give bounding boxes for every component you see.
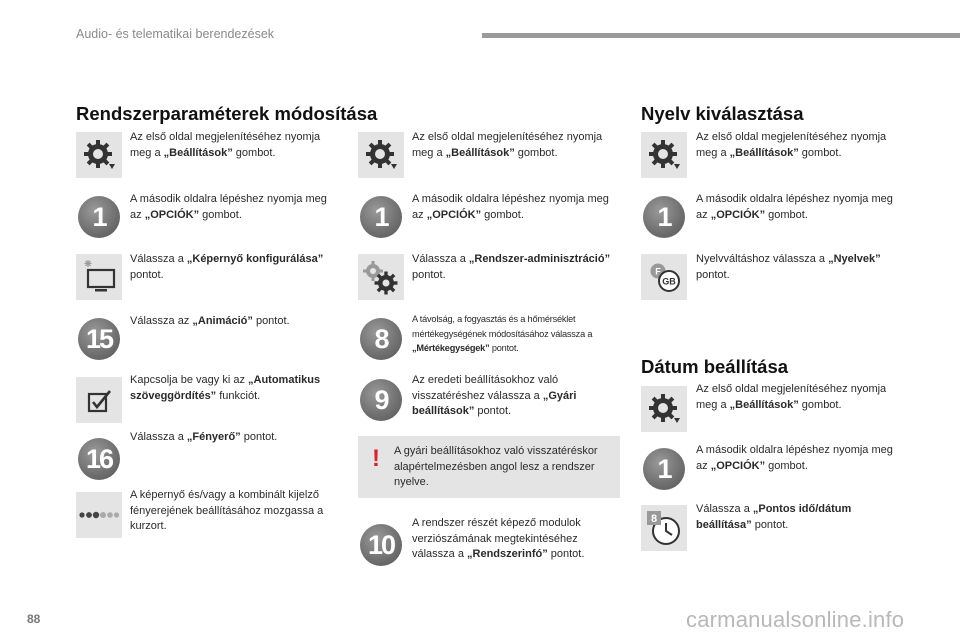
gear-tile xyxy=(358,132,404,178)
step-number: 8 xyxy=(360,318,402,360)
step-text: Az első oldal megjelenítéséhez nyomja meg a „Beállítások” gombot. xyxy=(696,383,887,411)
step-text: Az eredeti beállításokhoz való visszatéréshez válassza a „Gyári beállítások” pontot. xyxy=(412,374,577,417)
gear-tile xyxy=(641,386,687,432)
svg-text:GB: GB xyxy=(662,276,676,287)
language-tile xyxy=(641,254,687,300)
step-text: A távolság, a fogyasztás és a hőmérséklet mértékegységének módosításához válassza a „Mértékegységek” pontot. xyxy=(412,314,593,353)
step-text: Válassza a „Pontos idő/dátum beállítása” pontot. xyxy=(696,503,852,531)
step-text: Az első oldal megjelenítéséhez nyomja meg a „Beállítások” gombot. xyxy=(412,131,603,159)
step-text: Az első oldal megjelenítéséhez nyomja meg a „Beállítások” gombot. xyxy=(696,131,887,159)
step-number: 1 xyxy=(643,196,685,238)
page-number: 88 xyxy=(27,612,41,626)
gear-tile xyxy=(76,132,122,178)
section-title-date: Dátum beállítása xyxy=(641,356,789,377)
step-text: A képernyő és/vagy a kombinált kijelző fényerejének beállításához mozgassa a kurzort. xyxy=(130,489,324,532)
svg-text:F: F xyxy=(655,266,661,277)
clock-tile xyxy=(641,505,687,551)
gear-icon xyxy=(647,138,681,172)
section-title-language: Nyelv kiválasztása xyxy=(641,103,804,124)
step-text: Válassza a „Rendszer-adminisztráció” pontot. xyxy=(412,253,611,281)
header-text: Audio- és telematikai berendezések xyxy=(76,27,275,41)
slider-dots-icon xyxy=(78,508,120,522)
step-text: Az első oldal megjelenítéséhez nyomja meg a „Beállítások” gombot. xyxy=(130,131,321,159)
step-text: Kapcsolja be vagy ki az „Automatikus szöveggördítés” funkciót. xyxy=(130,374,321,402)
clock-icon xyxy=(644,508,684,548)
step-text: A második oldalra lépéshez nyomja meg az „OPCIÓK” gombot. xyxy=(130,193,327,221)
step-text: Válassza a „Képernyő konfigurálása” pontot. xyxy=(130,253,324,281)
section-title-system: Rendszerparaméterek módosítása xyxy=(76,103,378,124)
gear-icon xyxy=(364,138,398,172)
step-text: A második oldalra lépéshez nyomja meg az „OPCIÓK” gombot. xyxy=(696,444,893,472)
step-text: Válassza az „Animáció” pontot. xyxy=(130,315,290,327)
svg-text:8: 8 xyxy=(650,513,658,525)
step-number: 1 xyxy=(78,196,120,238)
step-number: 10 xyxy=(360,524,402,566)
slider-tile xyxy=(76,492,122,538)
step-text: A rendszer részét képező modulok verziószámának megtekintéséhez válassza a „Rendszerinfó” pontot. xyxy=(412,517,585,560)
gear-icon xyxy=(82,138,116,172)
step-number: 15 xyxy=(78,318,120,360)
step-text: Válassza a „Fényerő” pontot. xyxy=(130,431,278,443)
warning-icon: ! xyxy=(372,445,380,472)
step-number: 1 xyxy=(643,448,685,490)
checkbox-tile xyxy=(76,377,122,423)
system-admin-icon xyxy=(361,257,401,297)
warning-box xyxy=(358,436,620,498)
warning-text: A gyári beállításokhoz való visszatéréskor alapértelmezésben angol lesz a rendszer nyelve. xyxy=(394,445,598,488)
step-text: A második oldalra lépéshez nyomja meg az „OPCIÓK” gombot. xyxy=(696,193,893,221)
watermark: carmanualsonline.info xyxy=(686,607,905,632)
display-settings-icon xyxy=(80,258,118,296)
checkbox-icon xyxy=(84,385,114,415)
header-bar xyxy=(482,33,960,38)
step-text: A második oldalra lépéshez nyomja meg az „OPCIÓK” gombot. xyxy=(412,193,609,221)
gear-icon xyxy=(647,392,681,426)
display-tile xyxy=(76,254,122,300)
step-number: 16 xyxy=(78,438,120,480)
step-number: 1 xyxy=(360,196,402,238)
step-text: Nyelvváltáshoz válassza a „Nyelvek” pontot. xyxy=(696,253,881,281)
gear-tile xyxy=(641,132,687,178)
admin-tile xyxy=(358,254,404,300)
step-number: 9 xyxy=(360,379,402,421)
language-icon xyxy=(644,257,684,297)
